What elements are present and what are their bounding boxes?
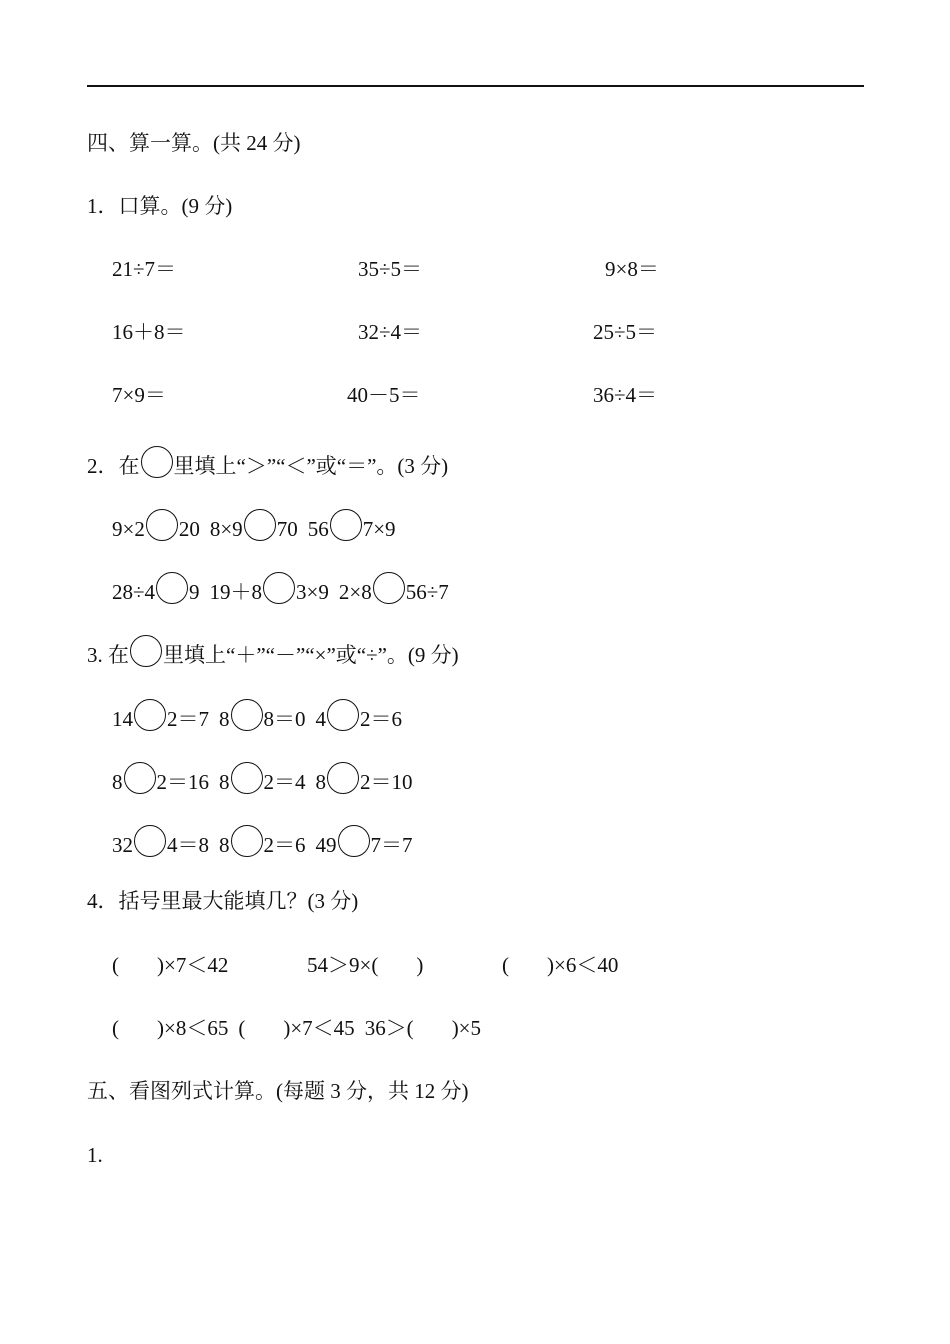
section4-title: 四、算一算。(共 24 分) [87,131,301,155]
q4-post: )×5 [451,1016,482,1040]
q3-left: 4 [315,707,326,731]
operator-circle-blank[interactable] [231,699,263,731]
compare-circle-blank[interactable] [146,509,178,541]
q2-left: 56 [307,517,329,541]
q4-post: )×7＜45 [283,1016,355,1040]
q4-post: ) [416,953,424,977]
q4-pre: ( [112,953,119,977]
q2-row [112,572,449,605]
q3-right: 2＝4 [263,770,306,794]
q1-item: 36÷4＝ [593,383,658,407]
q2-title [87,446,448,479]
operator-circle-blank[interactable] [231,762,263,794]
q3-right: 2＝16 [156,770,209,794]
q1-item: 9×8＝ [605,257,659,281]
q3-right: 4＝8 [167,833,209,857]
q2-row [112,509,396,542]
operator-circle-blank[interactable] [231,825,263,857]
top-rule [87,85,864,87]
q2-right: 56÷7 [405,580,449,604]
compare-circle-blank[interactable] [263,572,295,604]
section5-q1-label: 1. [87,1143,103,1167]
q4-item [502,952,618,978]
q4-pre: 54＞9×( [307,953,379,977]
q1-item: 32÷4＝ [358,320,423,344]
q4-post: )×7＜42 [157,953,229,977]
q3-title [87,635,459,668]
circle-icon [130,635,162,667]
q2-title-pre: 2．在 [87,454,140,478]
q2-left: 9×2 [112,517,145,541]
q2-right: 20 [178,517,200,541]
q3-left: 14 [112,707,133,731]
q2-title-post: 里填上“＞”“＜”或“＝”。(3 分) [173,454,449,478]
q1-title: 1．口算。(9 分) [87,194,233,218]
circle-icon [141,446,173,478]
q4-row [112,1015,481,1041]
q4-post: )×6＜40 [547,953,619,977]
section5-title: 五、看图列式计算。(每题 3 分，共 12 分) [87,1079,469,1103]
q3-title-post: 里填上“＋”“－”“×”或“÷”。(9 分) [163,643,459,667]
operator-circle-blank[interactable] [134,825,166,857]
q4-pre: ( [502,953,509,977]
q4-post: )×8＜65 [157,1016,229,1040]
q4-item [112,952,228,978]
q3-right: 2＝6 [263,833,306,857]
q4-pre: 36＞( [364,1016,414,1040]
operator-circle-blank[interactable] [124,762,156,794]
compare-circle-blank[interactable] [156,572,188,604]
q3-left: 32 [112,833,133,857]
q2-right: 3×9 [296,580,329,604]
operator-circle-blank[interactable] [134,699,166,731]
q3-right: 2＝10 [360,770,413,794]
operator-circle-blank[interactable] [327,699,359,731]
q3-right: 7＝7 [370,833,413,857]
q1-item: 35÷5＝ [358,257,423,281]
q2-right: 7×9 [362,517,396,541]
q1-item: 25÷5＝ [593,320,658,344]
q3-left: 8 [219,707,230,731]
q3-left: 8 [219,833,230,857]
operator-circle-blank[interactable] [338,825,370,857]
operator-circle-blank[interactable] [327,762,359,794]
q2-left: 2×8 [338,580,372,604]
q3-left: 8 [219,770,230,794]
q3-right: 2＝6 [360,707,402,731]
q3-right: 2＝7 [167,707,209,731]
q3-left: 49 [315,833,337,857]
q1-item: 7×9＝ [112,383,166,407]
q2-right: 9 [189,580,200,604]
q2-left: 28÷4 [112,580,156,604]
compare-circle-blank[interactable] [373,572,405,604]
q3-title-pre: 3. 在 [87,643,129,667]
q2-right: 70 [276,517,298,541]
compare-circle-blank[interactable] [330,509,362,541]
q3-left: 8 [112,770,123,794]
q1-item: 16＋8＝ [112,320,186,344]
q3-left: 8 [315,770,326,794]
q3-row [112,699,402,732]
q4-pre: ( [112,1016,119,1040]
compare-circle-blank[interactable] [244,509,276,541]
q4-title: 4．括号里最大能填几？(3 分) [87,889,359,913]
q3-row [112,825,413,858]
q4-item [307,952,423,978]
q3-row [112,762,413,795]
q1-item: 40－5＝ [347,383,421,407]
q4-pre: ( [238,1016,246,1040]
q2-left: 19＋8 [209,580,263,604]
q3-right: 8＝0 [263,707,306,731]
q1-item: 21÷7＝ [112,257,177,281]
q2-left: 8×9 [209,517,243,541]
